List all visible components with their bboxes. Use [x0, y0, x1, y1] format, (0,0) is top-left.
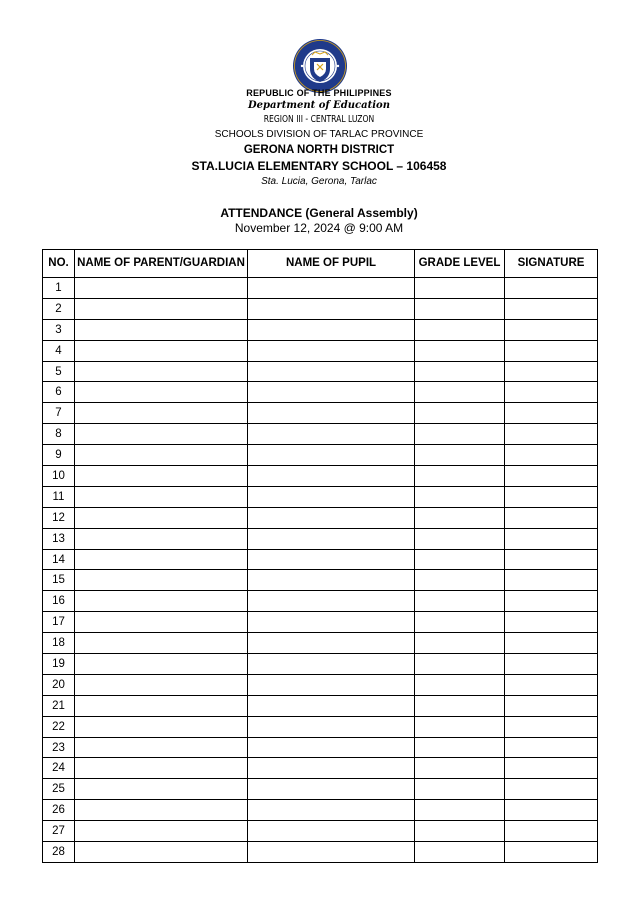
grade-level-cell[interactable]	[415, 695, 505, 716]
parent-guardian-cell[interactable]	[75, 800, 248, 821]
row-number: 10	[43, 466, 75, 487]
pupil-name-cell[interactable]	[248, 842, 415, 863]
signature-cell[interactable]	[505, 466, 598, 487]
row-number: 28	[43, 842, 75, 863]
pupil-name-cell[interactable]	[248, 319, 415, 340]
pupil-name-cell[interactable]	[248, 382, 415, 403]
pupil-name-cell[interactable]	[248, 507, 415, 528]
row-number: 13	[43, 528, 75, 549]
table-row	[43, 779, 598, 800]
grade-level-cell[interactable]	[415, 278, 505, 299]
pupil-name-cell[interactable]	[248, 403, 415, 424]
table-row	[43, 361, 598, 382]
row-number: 20	[43, 674, 75, 695]
grade-level-cell[interactable]	[415, 528, 505, 549]
grade-level-cell[interactable]	[415, 716, 505, 737]
table-row	[43, 403, 598, 424]
signature-cell[interactable]	[505, 612, 598, 633]
signature-cell[interactable]	[505, 674, 598, 695]
district-label: GERONA NORTH DISTRICT	[243, 144, 395, 156]
table-row	[43, 800, 598, 821]
col-header-signature: SIGNATURE	[505, 250, 598, 278]
table-row	[43, 654, 598, 675]
pupil-name-cell[interactable]	[248, 298, 415, 319]
signature-cell[interactable]	[505, 319, 598, 340]
pupil-name-cell[interactable]	[248, 466, 415, 487]
table-row	[43, 507, 598, 528]
row-number: 23	[43, 737, 75, 758]
signature-cell[interactable]	[505, 486, 598, 507]
row-number: 1	[43, 278, 75, 299]
pupil-name-cell[interactable]	[248, 737, 415, 758]
pupil-name-cell[interactable]	[248, 612, 415, 633]
grade-level-cell[interactable]	[415, 445, 505, 466]
parent-guardian-cell[interactable]	[75, 278, 248, 299]
col-header-no: NO.	[43, 250, 75, 278]
signature-cell[interactable]	[505, 716, 598, 737]
table-row	[43, 466, 598, 487]
department-label: Department of Education	[248, 100, 390, 111]
signature-cell[interactable]	[505, 821, 598, 842]
pupil-name-cell[interactable]	[248, 445, 415, 466]
grade-level-cell[interactable]	[415, 382, 505, 403]
signature-cell[interactable]	[505, 340, 598, 361]
row-number: 5	[43, 361, 75, 382]
grade-level-cell[interactable]	[415, 674, 505, 695]
signature-cell[interactable]	[505, 779, 598, 800]
signature-cell[interactable]	[505, 507, 598, 528]
table-row	[43, 716, 598, 737]
grade-level-cell[interactable]	[415, 507, 505, 528]
table-row	[43, 737, 598, 758]
table-row	[43, 528, 598, 549]
pupil-name-cell[interactable]	[248, 528, 415, 549]
row-number: 4	[43, 340, 75, 361]
attendance-table	[42, 249, 598, 863]
parent-guardian-cell[interactable]	[75, 758, 248, 779]
signature-cell[interactable]	[505, 758, 598, 779]
deped-seal-icon	[292, 38, 348, 94]
pupil-name-cell[interactable]	[248, 278, 415, 299]
parent-guardian-cell[interactable]	[75, 382, 248, 403]
table-row	[43, 570, 598, 591]
parent-guardian-cell[interactable]	[75, 612, 248, 633]
school-address: Sta. Lucia, Gerona, Tarlac	[261, 176, 377, 187]
pupil-name-cell[interactable]	[248, 716, 415, 737]
parent-guardian-cell[interactable]	[75, 654, 248, 675]
parent-guardian-cell[interactable]	[75, 445, 248, 466]
signature-cell[interactable]	[505, 737, 598, 758]
grade-level-cell[interactable]	[415, 466, 505, 487]
table-row	[43, 591, 598, 612]
table-row	[43, 486, 598, 507]
pupil-name-cell[interactable]	[248, 821, 415, 842]
parent-guardian-cell[interactable]	[75, 466, 248, 487]
document-title: ATTENDANCE (General Assembly)	[220, 206, 418, 220]
parent-guardian-cell[interactable]	[75, 528, 248, 549]
table-row	[43, 674, 598, 695]
grade-level-cell[interactable]	[415, 758, 505, 779]
grade-level-cell[interactable]	[415, 403, 505, 424]
grade-level-cell[interactable]	[415, 821, 505, 842]
pupil-name-cell[interactable]	[248, 654, 415, 675]
grade-level-cell[interactable]	[415, 591, 505, 612]
grade-level-cell[interactable]	[415, 800, 505, 821]
table-row	[43, 340, 598, 361]
grade-level-cell[interactable]	[415, 633, 505, 654]
parent-guardian-cell[interactable]	[75, 779, 248, 800]
signature-cell[interactable]	[505, 800, 598, 821]
signature-cell[interactable]	[505, 842, 598, 863]
parent-guardian-cell[interactable]	[75, 549, 248, 570]
table-row	[43, 382, 598, 403]
parent-guardian-cell[interactable]	[75, 486, 248, 507]
row-number: 16	[43, 591, 75, 612]
row-number: 26	[43, 800, 75, 821]
col-header-pupil: NAME OF PUPIL	[248, 250, 415, 278]
pupil-name-cell[interactable]	[248, 674, 415, 695]
table-header-row	[43, 250, 598, 278]
parent-guardian-cell[interactable]	[75, 821, 248, 842]
row-number: 19	[43, 654, 75, 675]
parent-guardian-cell[interactable]	[75, 716, 248, 737]
pupil-name-cell[interactable]	[248, 424, 415, 445]
pupil-name-cell[interactable]	[248, 361, 415, 382]
signature-cell[interactable]	[505, 549, 598, 570]
pupil-name-cell[interactable]	[248, 633, 415, 654]
division-label: SCHOOLS DIVISION OF TARLAC PROVINCE	[214, 129, 424, 140]
row-number: 25	[43, 779, 75, 800]
signature-cell[interactable]	[505, 278, 598, 299]
republic-label: REPUBLIC OF THE PHILIPPINES	[246, 88, 392, 98]
col-header-grade-level: GRADE LEVEL	[415, 250, 505, 278]
signature-cell[interactable]	[505, 591, 598, 612]
grade-level-cell[interactable]	[415, 319, 505, 340]
row-number: 2	[43, 298, 75, 319]
row-number: 11	[43, 486, 75, 507]
grade-level-cell[interactable]	[415, 737, 505, 758]
table-row	[43, 695, 598, 716]
table-row	[43, 278, 598, 299]
row-number: 24	[43, 758, 75, 779]
parent-guardian-cell[interactable]	[75, 319, 248, 340]
signature-cell[interactable]	[505, 424, 598, 445]
grade-level-cell[interactable]	[415, 486, 505, 507]
table-row	[43, 758, 598, 779]
row-number: 8	[43, 424, 75, 445]
table-row	[43, 612, 598, 633]
grade-level-cell[interactable]	[415, 340, 505, 361]
pupil-name-cell[interactable]	[248, 340, 415, 361]
signature-cell[interactable]	[505, 633, 598, 654]
parent-guardian-cell[interactable]	[75, 361, 248, 382]
grade-level-cell[interactable]	[415, 361, 505, 382]
row-number: 18	[43, 633, 75, 654]
table-row	[43, 319, 598, 340]
parent-guardian-cell[interactable]	[75, 507, 248, 528]
signature-cell[interactable]	[505, 445, 598, 466]
row-number: 15	[43, 570, 75, 591]
signature-cell[interactable]	[505, 570, 598, 591]
signature-cell[interactable]	[505, 298, 598, 319]
parent-guardian-cell[interactable]	[75, 737, 248, 758]
parent-guardian-cell[interactable]	[75, 570, 248, 591]
signature-cell[interactable]	[505, 654, 598, 675]
grade-level-cell[interactable]	[415, 612, 505, 633]
signature-cell[interactable]	[505, 528, 598, 549]
grade-level-cell[interactable]	[415, 549, 505, 570]
row-number: 17	[43, 612, 75, 633]
pupil-name-cell[interactable]	[248, 800, 415, 821]
grade-level-cell[interactable]	[415, 298, 505, 319]
parent-guardian-cell[interactable]	[75, 403, 248, 424]
pupil-name-cell[interactable]	[248, 779, 415, 800]
parent-guardian-cell[interactable]	[75, 842, 248, 863]
pupil-name-cell[interactable]	[248, 695, 415, 716]
region-label: REGION III - CENTRAL LUZON	[263, 114, 375, 125]
signature-cell[interactable]	[505, 382, 598, 403]
pupil-name-cell[interactable]	[248, 486, 415, 507]
parent-guardian-cell[interactable]	[75, 633, 248, 654]
grade-level-cell[interactable]	[415, 570, 505, 591]
grade-level-cell[interactable]	[415, 842, 505, 863]
grade-level-cell[interactable]	[415, 424, 505, 445]
table-row	[43, 633, 598, 654]
grade-level-cell[interactable]	[415, 654, 505, 675]
parent-guardian-cell[interactable]	[75, 298, 248, 319]
row-number: 7	[43, 403, 75, 424]
signature-cell[interactable]	[505, 361, 598, 382]
row-number: 21	[43, 695, 75, 716]
table-row	[43, 445, 598, 466]
grade-level-cell[interactable]	[415, 779, 505, 800]
pupil-name-cell[interactable]	[248, 549, 415, 570]
col-header-parent-guardian: NAME OF PARENT/GUARDIAN	[75, 250, 248, 278]
parent-guardian-cell[interactable]	[75, 674, 248, 695]
signature-cell[interactable]	[505, 695, 598, 716]
parent-guardian-cell[interactable]	[75, 695, 248, 716]
row-number: 27	[43, 821, 75, 842]
school-name: STA.LUCIA ELEMENTARY SCHOOL – 106458	[191, 159, 447, 173]
row-number: 6	[43, 382, 75, 403]
table-row	[43, 842, 598, 863]
parent-guardian-cell[interactable]	[75, 591, 248, 612]
row-number: 12	[43, 507, 75, 528]
table-row	[43, 424, 598, 445]
row-number: 14	[43, 549, 75, 570]
pupil-name-cell[interactable]	[248, 758, 415, 779]
row-number: 22	[43, 716, 75, 737]
parent-guardian-cell[interactable]	[75, 340, 248, 361]
row-number: 3	[43, 319, 75, 340]
table-row	[43, 549, 598, 570]
pupil-name-cell[interactable]	[248, 591, 415, 612]
table-row	[43, 298, 598, 319]
parent-guardian-cell[interactable]	[75, 424, 248, 445]
table-row	[43, 821, 598, 842]
row-number: 9	[43, 445, 75, 466]
document-date: November 12, 2024 @ 9:00 AM	[234, 221, 404, 235]
pupil-name-cell[interactable]	[248, 570, 415, 591]
signature-cell[interactable]	[505, 403, 598, 424]
